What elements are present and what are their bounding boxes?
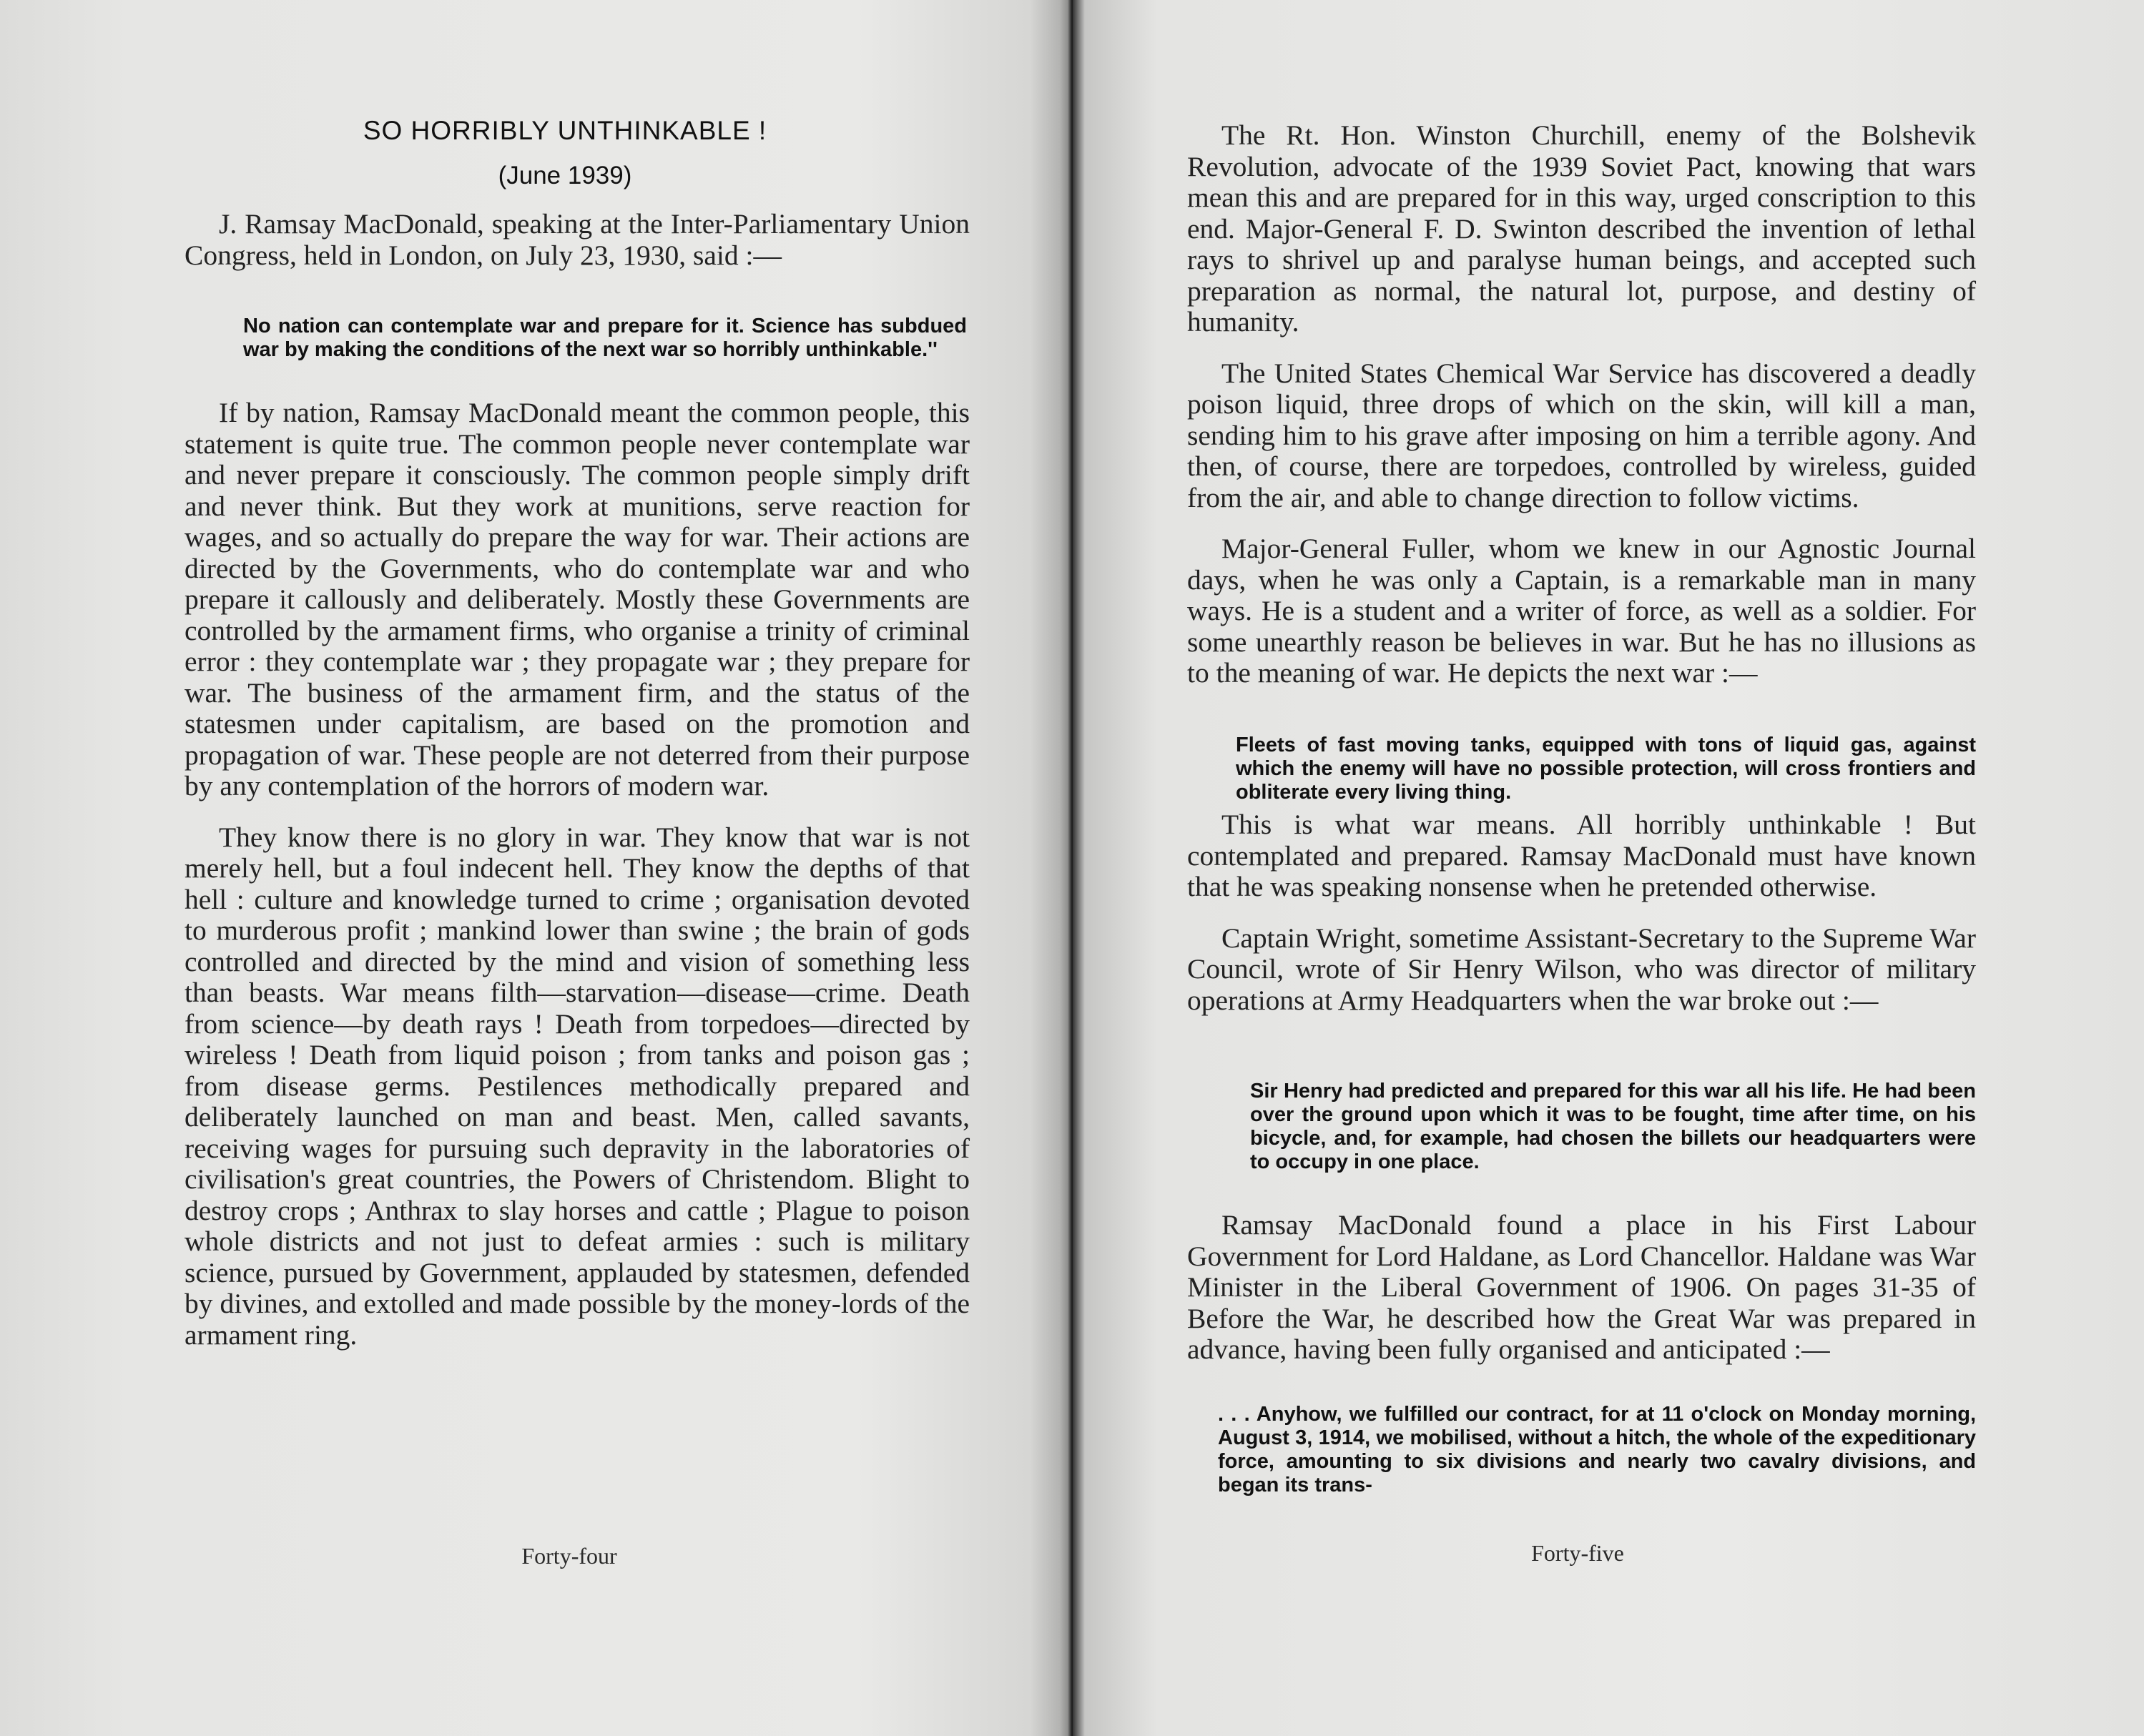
left-intro bbox=[185, 209, 970, 271]
macdonald-quote: No nation can contemplate war and prepare for it. Science has subdued war by making the conditions of the next war so horribly unthinkable.'' bbox=[243, 315, 967, 361]
body-paragraph-2: They know there is no glory in war. They know that war is not merely hell, but a foul indecent hell. They know the depths of that hell : culture and knowledge turned to crime ; organisation devoted to murderous profit ; mankind lower than swine ; the brain of gods controlled and directed by the mind and vision of something less than beasts. War means filth—starvation—disease—crime. Death from science—by death rays ! Death from torpedoes—directed by wireless ! Death from liquid poison ; from tanks and poison gas ; from disease germs. Pestilences methodically prepared and deliberately launched on man and beast. Men, called savants, receiving wages for pursuing such depravity in the laboratories of civilisation's great countries, the Powers of Christendom. Blight to destroy crops ; Anthrax to slay horses and cattle ; Plague to poison whole districts and not just to defeat armies : such is military science, pursued by Government, applauded by statesmen, defended by divines, and extolled and made possible by the money-lords of the armament ring. bbox=[185, 821, 970, 1351]
haldane-quote: . . . Anyhow, we fulfilled our contract, for at 11 o'clock on Monday morning, August 3, 1914, we mobilised, without a hitch, the whole of the expeditionary force, amounting to six divisions and nearly two cavalry divisions, and began its trans- bbox=[1218, 1403, 1976, 1496]
right-page bbox=[1075, 0, 2144, 1736]
body-paragraph-1: If by nation, Ramsay MacDonald meant the common people, this statement is quite true. The common people never contemplate war and never prepare it consciously. The common people simply drift and never think. But they work at munitions, serve reaction for wages, and so actually do prepare the way for war. Their actions are directed by the Governments, who do contemplate war and who prepare it callously and deliberately. Mostly these Governments are controlled by the armament firms, who organise a trinity of criminal error : they contemplate war ; they propagate war ; they prepare for war. The business of the armament firm, and the status of the statesmen under capitalism, are based on the promotion and propagation of war. These people are not deterred from their purpose by any contemplation of the horrors of modern war. bbox=[185, 397, 970, 802]
right-paragraph-6: Ramsay MacDonald found a place in his First Labour Government for Lord Haldane, as Lord Chancellor. Haldane was War Minister in the Liberal Government of 1906. On pages 31-35 of Before the War, he described how the Great War was prepared in advance, having been fully organised and anticipated :— bbox=[1187, 1209, 1976, 1365]
page-number-left: Forty-four bbox=[521, 1543, 617, 1569]
left-body bbox=[185, 398, 970, 1351]
right-paragraph-1: The Rt. Hon. Winston Churchill, enemy of the Bolshevik Revolution, advocate of the 1939 Soviet Pact, knowing that wars mean this and are prepared for in this way, urged conscription to this end. Major-General F. D. Swinton described the invention of lethal rays to shrivel up and paralyse human beings, and accepted such preparation as normal, the natural lot, purpose, and destiny of humanity. bbox=[1187, 119, 1976, 337]
right-paragraph-3: Major-General Fuller, whom we knew in our Agnostic Journal days, when he was only a Captain, is a remarkable man in many ways. He is a student and a writer of force, as well as a soldier. For some unearthly reason be believes in war. But he has no illusions as to the meaning of war. He depicts the next war :— bbox=[1187, 533, 1976, 689]
right-body-middle bbox=[1187, 809, 1976, 1016]
right-paragraph-5: Captain Wright, sometime Assistant-Secretary to the Supreme War Council, wrote of Sir Henry Wilson, who was director of military operations at Army Headquarters when the war broke out :— bbox=[1187, 922, 1976, 1016]
article-title: SO HORRIBLY UNTHINKABLE ! bbox=[363, 116, 767, 145]
right-body-top bbox=[1187, 120, 1976, 689]
article-date: (June 1939) bbox=[498, 162, 632, 189]
fuller-quote: Fleets of fast moving tanks, equipped with tons of liquid gas, against which the enemy will have no possible protection, will cross frontiers and obliterate every living thing. bbox=[1236, 734, 1976, 804]
right-body-bottom bbox=[1187, 1210, 1976, 1366]
left-page bbox=[0, 0, 1069, 1736]
intro-paragraph: J. Ramsay MacDonald, speaking at the Inter-Parliamentary Union Congress, held in London, on July 23, 1930, said :— bbox=[185, 208, 970, 271]
gutter-shadow bbox=[1030, 0, 1073, 1736]
right-paragraph-4: This is what war means. All horribly unthinkable ! But contemplated and prepared. Ramsay MacDonald must have known that he was speaking nonsense when he pretended otherwise. bbox=[1187, 809, 1976, 902]
wilson-quote: Sir Henry had predicted and prepared for this war all his life. He had been over the ground upon which it was to be fought, time after time, on his bicycle, and, for example, had chosen the billets our headquarters were to occupy in one place. bbox=[1250, 1080, 1976, 1173]
right-paragraph-2: The United States Chemical War Service has discovered a deadly poison liquid, three drops of which on the skin, will kill a man, sending him to his grave after imposing on him a terrible agony. And then, of course, there are torpedoes, controlled by wireless, guided from the air, and able to change direction to follow victims. bbox=[1187, 357, 1976, 513]
page-number-right: Forty-five bbox=[1531, 1540, 1624, 1566]
